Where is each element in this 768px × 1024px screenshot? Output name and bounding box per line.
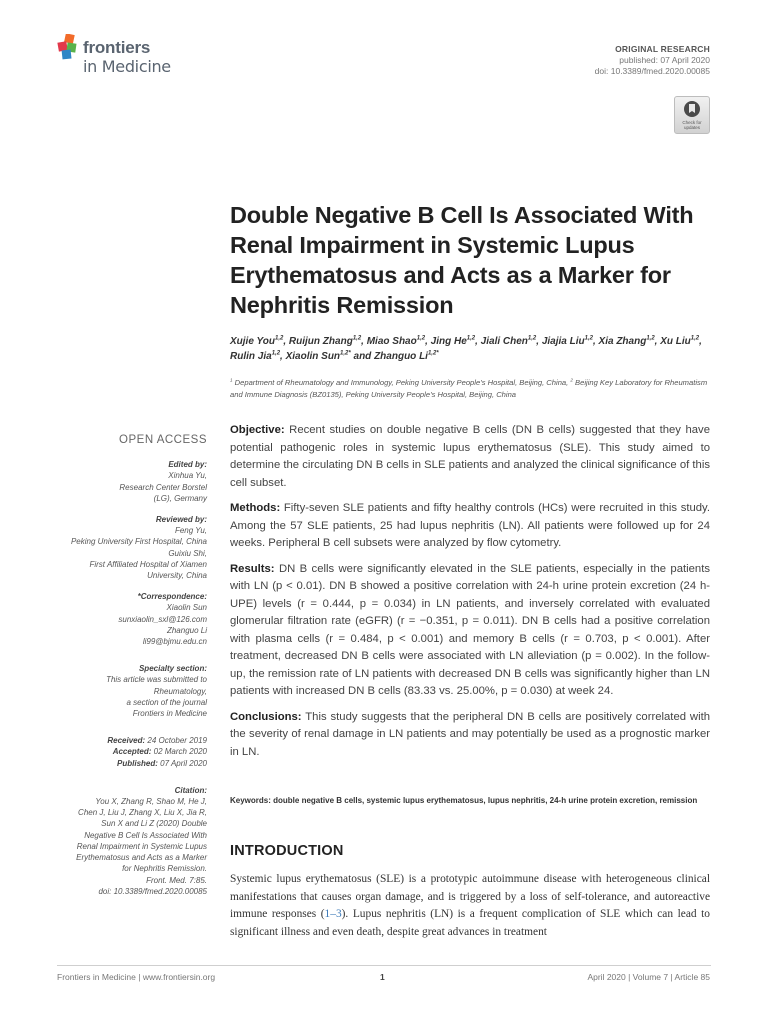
- abstract-methods: Methods: Fifty-seven SLE patients and fifty healthy controls (HCs) were recruited in this study. Among the 57 SLE patients, 25 had lupus nephritis (LN). All patients were followed up for 24 weeks. Peripheral B cell subsets were analyzed by flow cytometry.: [230, 502, 710, 549]
- edited-by-label: Edited by:: [168, 460, 207, 470]
- author-name[interactable]: Jing He: [430, 336, 467, 347]
- logo-journal-name: in Medicine: [83, 57, 171, 76]
- article-sidebar: [40, 435, 207, 897]
- article-meta: [595, 44, 710, 77]
- introduction-heading: INTRODUCTION: [230, 843, 344, 859]
- editor-info: Xinhua Yu, Research Center Borstel (LG), Germany: [119, 471, 207, 503]
- specialty-section-label: Specialty section:: [138, 664, 207, 674]
- author-name[interactable]: Ruijun Zhang: [288, 336, 353, 347]
- logo-wordmark: frontiers: [83, 38, 151, 57]
- author-name[interactable]: Miao Shao: [366, 336, 417, 347]
- article-title: Double Negative B Cell Is Associated With Renal Impairment in Systemic Lupus Erythematosus and Acts as a Marker for Nephritis Remission: [230, 202, 694, 318]
- open-access-label: OPEN ACCESS: [119, 434, 207, 446]
- author-name[interactable]: Rulin Jia: [230, 351, 272, 362]
- citation-info: You X, Zhang R, Shao M, He J, Chen J, Liu J, Zhang X, Liu X, Jia R, Sun X and Li Z (2020) Double Negative B Cell Is Associated With Renal Impairment in Systemic Lupus Erythematosus and Acts as a Marker for Nephritis Remission. Front. Med. 7:85. doi: 10.3389/fmed.2020.00085: [76, 797, 207, 896]
- reference-link[interactable]: 1–3: [324, 908, 342, 920]
- author-name[interactable]: Xiaolin Sun: [285, 351, 341, 362]
- author-name[interactable]: Xia Zhang: [598, 336, 647, 347]
- article-type: ORIGINAL RESEARCH: [615, 44, 710, 54]
- received-date: Received: 24 October 2019: [107, 736, 207, 746]
- frontiers-logo-icon: [57, 34, 81, 60]
- introduction-text: Systemic lupus erythematosus (SLE) is a prototypic autoimmune disease with heterogeneous clinical manifestations that causes organ damage, and is triggered by a loss of self-tolerance, and autoreactive immune responses (1–3). Lupus nephritis (LN) is a frequent complication of SLE which can lead to significant illness and even death, despite great advances in treatment: [230, 873, 710, 938]
- affiliations: $^1$ Department of Rheumatology and Immunology, Peking University People’s Hospital, Beijing, China, $^2$ Beijing Key Laboratory for Rheumatism and Immune Diagnosis (BZ0135), Peking University People’s Hospital, Beijing, China: [230, 377, 708, 399]
- author-name[interactable]: Jiajia Liu: [541, 336, 585, 347]
- check-for-updates-label: Check for updates: [682, 120, 702, 130]
- correspondence-info[interactable]: Xiaolin Sun sunxiaolin_sxl@126.com Zhanguo Li li99@bjmu.edu.cn: [118, 603, 207, 647]
- check-for-updates-button[interactable]: [674, 96, 710, 134]
- bookmark-refresh-icon: [683, 100, 701, 118]
- footer-journal-link[interactable]: Frontiers in Medicine | www.frontiersin.org: [57, 972, 216, 982]
- author-name[interactable]: Xujie You: [230, 336, 276, 347]
- abstract-objective: Objective: Recent studies on double negative B cells (DN B cells) suggested that they have potential pathogenic roles in systemic lupus erythematosus (SLE). This study aimed to determine the circulating DN B cells in SLE patients and analyzed the clinical significance of this cell subset.: [230, 424, 710, 489]
- page-number: 1: [380, 972, 385, 982]
- citation-label: Citation:: [174, 785, 207, 795]
- author-name[interactable]: Xu Liu: [660, 336, 691, 347]
- frontiers-logo[interactable]: [57, 34, 187, 78]
- author-name[interactable]: Jiali Chen: [480, 336, 528, 347]
- correspondence-label: *Correspondence:: [137, 592, 207, 602]
- reviewed-by-label: Reviewed by:: [155, 515, 207, 525]
- footer-divider: [57, 965, 711, 966]
- author-list: Xujie You$^{1,2}$, Ruijun Zhang$^{1,2}$, Miao Shao$^{1,2}$, Jing He$^{1,2}$, Jiali Chen$^{1,2}$, Jiajia Liu$^{1,2}$, Xia Zhang$^{1,2}$, Xu Liu$^{1,2}$, Rulin Jia$^{1,2}$, Xiaolin Sun$^{1,2*}$ and Zhanguo $Li^{1,2*}$: [230, 335, 702, 362]
- keywords: Keywords: double negative B cells, systemic lupus erythematosus, lupus nephritis, 24-h urine protein excretion, remission: [230, 796, 698, 805]
- abstract-results: Results: DN B cells were significantly elevated in the SLE patients, especially in the patients with LN (p < 0.01). DN B showed a positive correlation with 24-h urine protein excretion (24 h-UPE) levels (r = 0.444, p = 0.034) in LN patients, and inversely correlated with evaluated glomerular filtration rate (eGFR) (r = −0.351, p = 0.011). DN B cells had a positive correlation with plasma cells (r = 0.484, p < 0.001) and memory B cells (r = 0.703, p < 0.001). After treatment, decreased DN B cells were associated with LN alleviation (p = 0.002). In the follow-up, the remission rate of LN patients with decreased DN B cells was significantly higher than LN patients with increased DN B cells (83.33 vs. 25.00%, p = 0.030) at week 24.: [230, 562, 710, 697]
- footer-issue-info: April 2020 | Volume 7 | Article 85: [587, 972, 710, 982]
- specialty-section-info: This article was submitted to Rheumatology, a section of the journal Frontiers in Medicine: [106, 675, 207, 719]
- published-date-sidebar: Published: 07 April 2020: [117, 758, 207, 768]
- published-date: published: 07 April 2020: [619, 55, 710, 65]
- reviewer-info: Feng Yu, Peking University First Hospital, China Guixiu Shi, First Affiliated Hospital of Xiamen University, China: [70, 526, 207, 581]
- author-name[interactable]: Zhanguo Li: [374, 351, 428, 362]
- article-doi[interactable]: doi: 10.3389/fmed.2020.00085: [594, 66, 710, 76]
- accepted-date: Accepted: 02 March 2020: [112, 747, 207, 757]
- abstract: [230, 422, 710, 769]
- abstract-conclusions: Conclusions: This study suggests that the peripheral DN B cells are positively correlated with the severity of renal damage in LN patients and may potentially be used as a prognostic marker in LN.: [230, 710, 710, 758]
